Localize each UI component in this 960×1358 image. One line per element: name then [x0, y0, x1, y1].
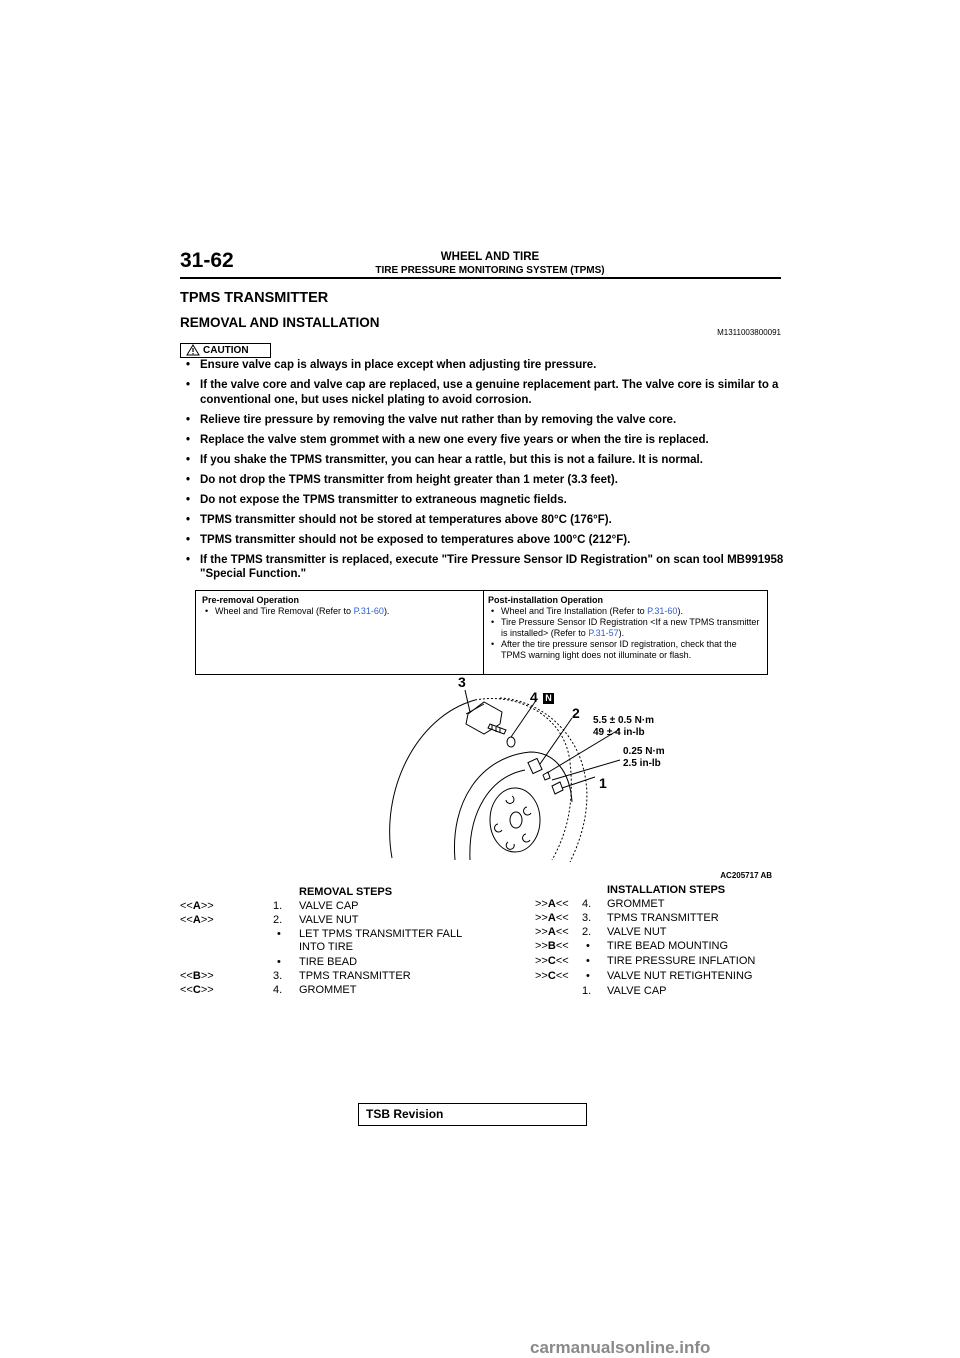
section-title: WHEEL AND TIRE: [440, 251, 540, 263]
bullet: •: [186, 493, 191, 506]
valve-core-part: [543, 772, 550, 780]
operations-table: [195, 590, 768, 675]
warning-triangle-icon: [186, 344, 200, 356]
list-item: >>C<< • TIRE PRESSURE INFLATION: [535, 955, 756, 967]
step-mark: >>A<<: [535, 912, 569, 924]
caution-item: • If the valve core and valve cap are replaced, use a genuine replacement part. The valve core is similar to a conventional one, but uses nickel plating to avoid corrosion.: [186, 379, 779, 406]
step-mark: <<B>>: [180, 970, 214, 982]
ref-link[interactable]: P.31-60: [353, 606, 384, 616]
step-mark: <<C>>: [180, 984, 214, 996]
lug-nut: [523, 834, 530, 842]
list-item: • LET TPMS TRANSMITTER FALL INTO TIRE: [277, 928, 462, 953]
grommet: [507, 737, 515, 747]
bullet: •: [186, 513, 191, 526]
caution-item: • If the TPMS transmitter is replaced, execute "Tire Pressure Sensor ID Registration" on scan tool MB991958 "Special Function.": [186, 553, 784, 580]
list-item: <<A>> 2. VALVE NUT: [180, 914, 359, 926]
installation-steps-heading: INSTALLATION STEPS: [607, 884, 726, 896]
pre-removal-heading: Pre-removal Operation: [202, 595, 300, 605]
subsection-title: TIRE PRESSURE MONITORING SYSTEM (TPMS): [375, 265, 605, 276]
caution-item: • Do not expose the TPMS transmitter to extraneous magnetic fields.: [186, 493, 567, 506]
installation-steps-list: [535, 898, 775, 1003]
removal-steps-list: [180, 900, 500, 1010]
bullet: •: [186, 453, 191, 466]
list-item: >>A<< 2. VALVE NUT: [535, 926, 667, 938]
list-item: 1. VALVE CAP: [582, 985, 667, 997]
bullet: •: [186, 553, 191, 566]
ref-link[interactable]: P.31-57: [588, 628, 619, 638]
list-item: • TIRE BEAD: [277, 956, 358, 968]
bullet: •: [186, 533, 191, 546]
step-mark: >>C<<: [535, 955, 569, 967]
tpms-figure: [380, 672, 720, 872]
list-item: <<C>> 4. GROMMET: [180, 984, 357, 996]
lug-nut: [495, 824, 502, 832]
lug-nut: [524, 807, 531, 815]
list-item: <<B>> 3. TPMS TRANSMITTER: [180, 970, 411, 982]
caution-item: • Ensure valve cap is always in place except when adjusting tire pressure.: [186, 359, 597, 371]
step-mark: >>B<<: [535, 940, 569, 952]
lug-nut: [506, 842, 514, 849]
pre-removal-column: [202, 595, 477, 617]
rim-outline: [470, 770, 525, 860]
caution-list: [186, 358, 786, 587]
page-subtitle: REMOVAL AND INSTALLATION: [180, 315, 380, 330]
bullet: •: [186, 473, 191, 486]
list-item: >>A<< 3. TPMS TRANSMITTER: [535, 912, 719, 924]
caution-box: [180, 343, 271, 358]
bullet: •: [186, 379, 191, 391]
page-number: 31-62: [180, 249, 234, 272]
list-item: <<A>> 1. VALVE CAP: [180, 900, 359, 912]
document-id: M1311003800091: [717, 328, 781, 337]
callout-4: 4: [530, 689, 538, 705]
ref-link[interactable]: P.31-60: [647, 606, 678, 616]
list-item: >>B<< • TIRE BEAD MOUNTING: [535, 940, 729, 952]
table-divider: [483, 591, 484, 674]
step-mark: >>A<<: [535, 926, 569, 938]
step-mark: <<A>>: [180, 900, 214, 912]
post-installation-column: [488, 595, 763, 661]
watermark: carmanualsonline.info: [530, 1338, 711, 1357]
bullet: •: [186, 359, 191, 371]
caution-item: • TPMS transmitter should not be stored at temperatures above 80°C (176°F).: [186, 513, 612, 526]
callout-2: 2: [572, 705, 580, 721]
step-mark: >>C<<: [535, 970, 569, 982]
tsb-revision-label: TSB Revision: [366, 1107, 444, 1121]
bullet: •: [186, 413, 191, 426]
removal-steps-heading: REMOVAL STEPS: [299, 886, 393, 898]
torque-spec-valve-cap: 0.25 N·m 2.5 in-lb: [623, 746, 665, 769]
post-installation-item: • Wheel and Tire Installation (Refer to P.31-60).: [491, 606, 683, 616]
tire-outline: [390, 700, 475, 858]
caution-item: • Relieve tire pressure by removing the valve nut rather than by removing the valve core.: [186, 413, 677, 426]
hub: [490, 788, 540, 852]
valve-cap: [552, 782, 563, 794]
new-part-badge: N: [543, 693, 554, 704]
callout-1: 1: [599, 775, 607, 791]
post-installation-item: • After the tire pressure sensor ID registration, check that the TPMS warning light does not illuminate or flash.: [491, 639, 737, 660]
tsb-revision-box: [358, 1103, 587, 1126]
lug-nut: [506, 796, 514, 803]
caution-item: • Replace the valve stem grommet with a new one every five years or when the tire is replaced.: [186, 433, 709, 446]
figure-id: AC205717 AB: [720, 871, 772, 880]
list-item: >>A<< 4. GROMMET: [535, 898, 665, 910]
valve-nut: [528, 758, 542, 773]
torque-spec-valve-nut: 5.5 ± 0.5 N·m 49 ± 4 in-lb: [593, 715, 655, 738]
caution-item: • If you shake the TPMS transmitter, you can hear a rattle, but this is not a failure. It is normal.: [186, 453, 703, 466]
callout-3: 3: [458, 674, 466, 690]
caution-item: • Do not drop the TPMS transmitter from height greater than 1 meter (3.3 feet).: [186, 473, 618, 486]
header-rule: [180, 277, 781, 279]
list-item: >>C<< • VALVE NUT RETIGHTENING: [535, 970, 753, 982]
caution-item: • TPMS transmitter should not be exposed to temperatures above 100°C (212°F).: [186, 533, 631, 546]
step-mark: <<A>>: [180, 914, 214, 926]
caution-label: CAUTION: [203, 345, 249, 356]
step-mark: >>A<<: [535, 898, 569, 910]
post-installation-item: • Tire Pressure Sensor ID Registration <If a new TPMS transmitter is installed> (Refer to P.31-57).: [491, 617, 760, 638]
page-title: TPMS TRANSMITTER: [180, 290, 329, 306]
pre-removal-item: • Wheel and Tire Removal (Refer to P.31-60).: [205, 606, 390, 616]
post-installation-heading: Post-installation Operation: [488, 595, 604, 605]
bullet: •: [186, 433, 191, 446]
tire-outline: [500, 698, 587, 862]
hub-center: [510, 812, 522, 828]
